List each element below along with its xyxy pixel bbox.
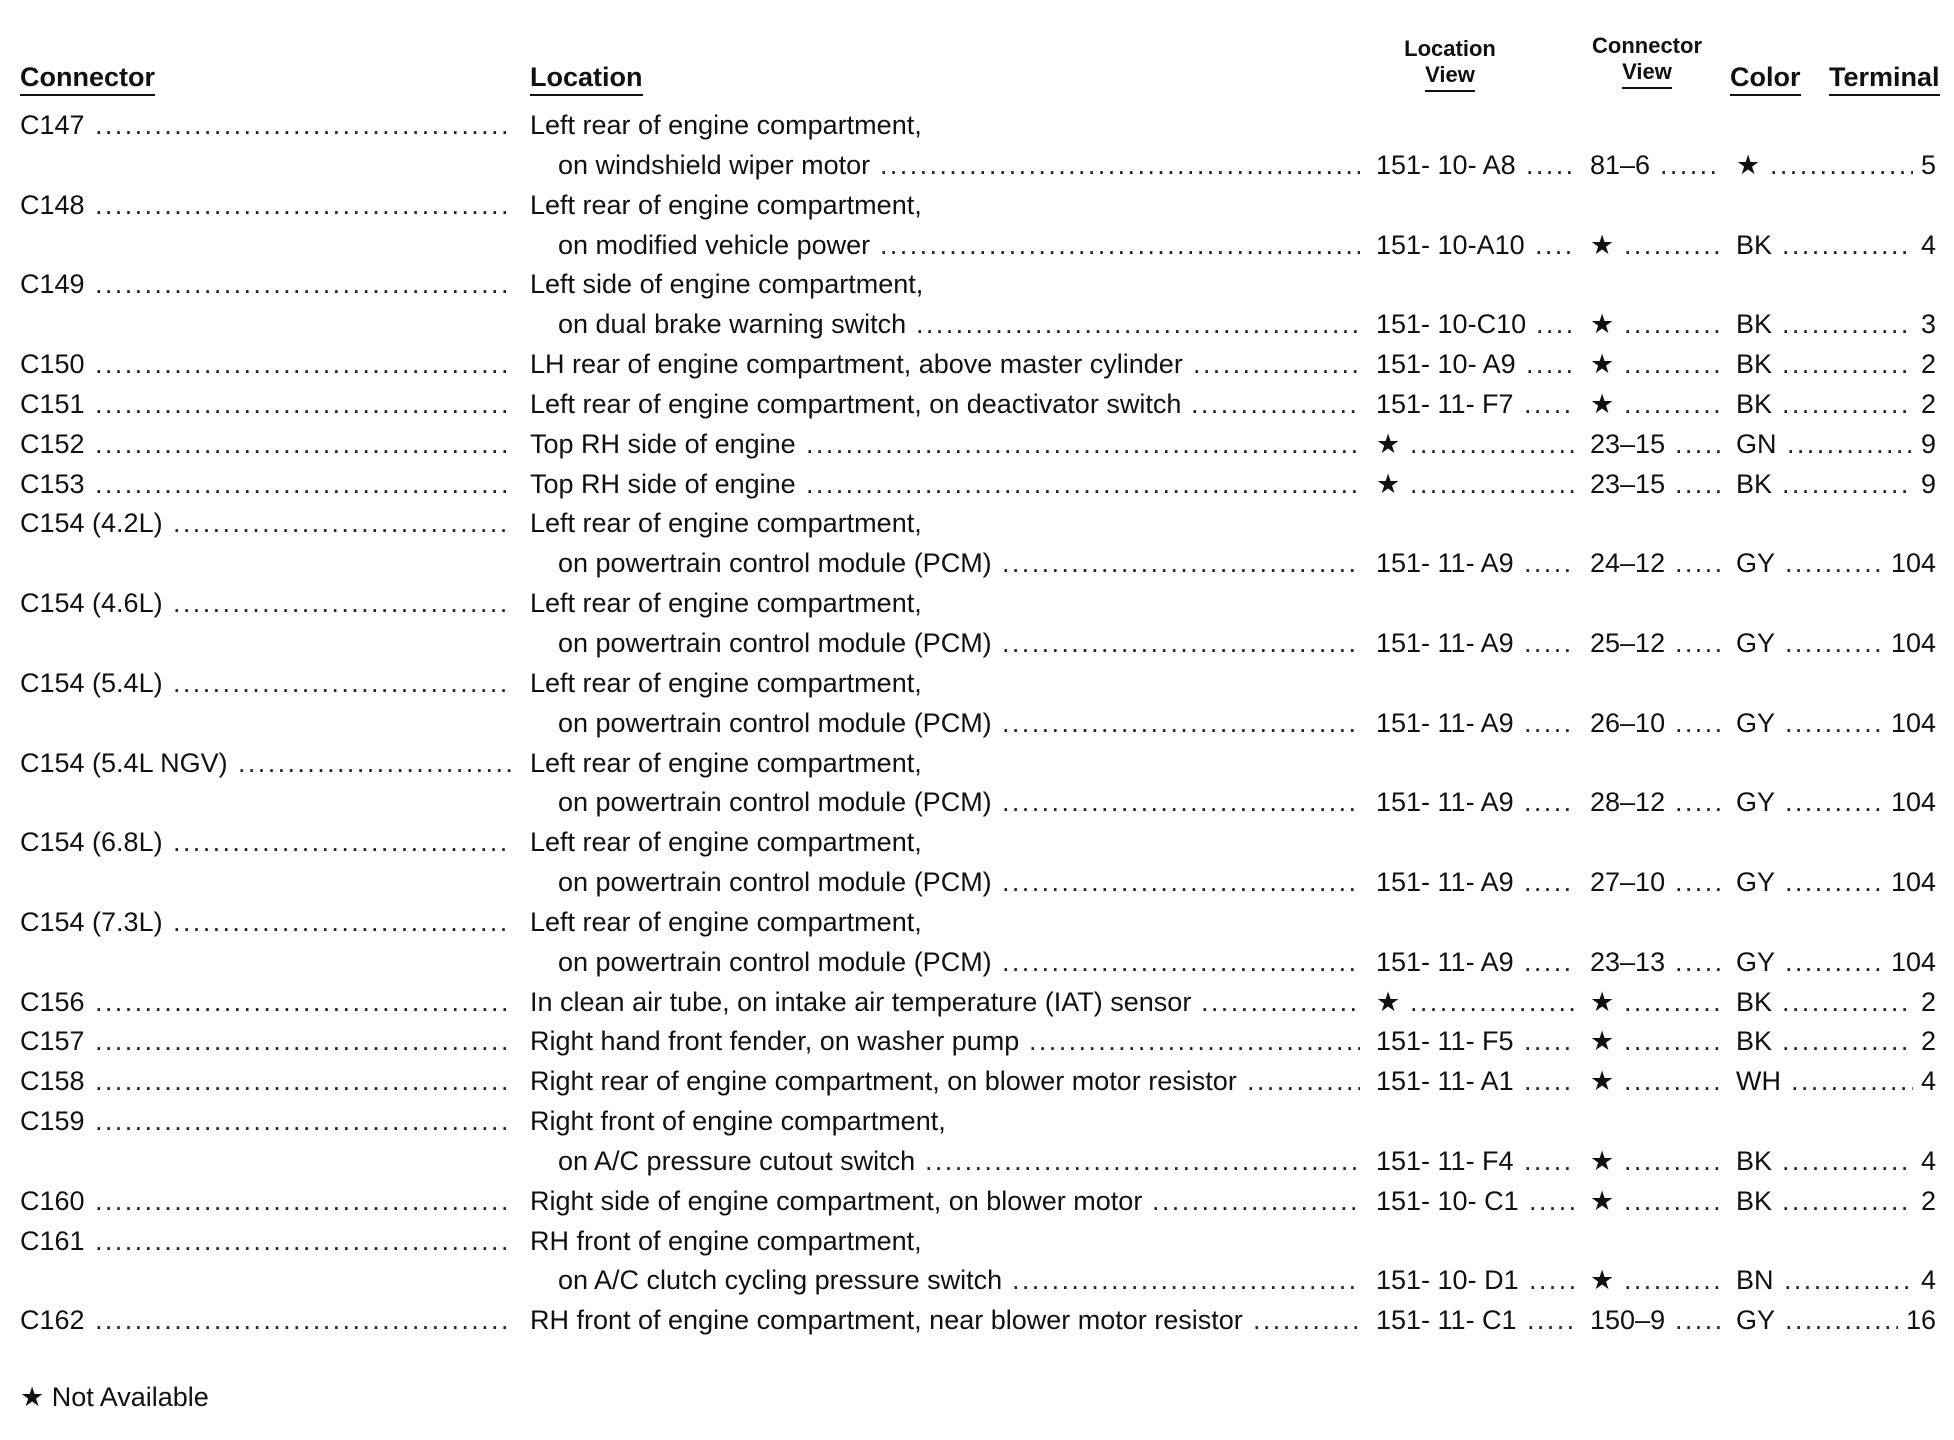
location-view: 151- 11- A9 [1376, 946, 1514, 977]
row-line-2 [0, 146, 1954, 186]
dot-leader [1002, 783, 1360, 823]
dot-leader [1002, 544, 1360, 584]
terminal-count: 2 [1920, 388, 1936, 419]
connector-id: C154 (5.4L) [20, 667, 163, 698]
location-view: 151- 10- C1 [1376, 1185, 1519, 1216]
dot-leader [1675, 783, 1720, 823]
connector-id: C149 [20, 269, 85, 300]
dot-leader [173, 903, 512, 943]
location-view: 151- 11- A9 [1376, 867, 1514, 898]
connector-view: ★ [1590, 986, 1615, 1017]
dot-leader [1002, 624, 1360, 664]
dot-leader [880, 226, 1360, 266]
row-line-1 [0, 345, 1954, 385]
table-row [0, 1301, 1954, 1341]
row-line-1 [0, 465, 1954, 505]
footnote-not-available: ★ Not Available [20, 1382, 209, 1412]
location-text: RH front of engine compartment, [530, 1225, 922, 1256]
location-text: Left rear of engine compartment, [530, 747, 922, 778]
location-text: Left rear of engine compartment, [530, 189, 922, 220]
location-text-continued: on powertrain control module (PCM) [558, 787, 992, 818]
wire-color: BN [1736, 1265, 1774, 1296]
wire-color: GY [1736, 707, 1776, 738]
dot-leader [173, 584, 512, 624]
wire-color: GY [1736, 548, 1776, 579]
terminal-count: 9 [1920, 468, 1936, 499]
dot-leader [1526, 146, 1576, 186]
dot-leader [1675, 425, 1720, 465]
dot-leader [238, 744, 512, 784]
terminal-count: 104 [1890, 946, 1936, 977]
terminal-count: 104 [1890, 548, 1936, 579]
table-row [0, 1022, 1954, 1062]
dot-leader [1002, 704, 1360, 744]
dot-leader [1201, 983, 1360, 1023]
connector-table [0, 106, 1954, 1341]
row-line-1 [0, 1062, 1954, 1102]
dot-leader [95, 345, 512, 385]
header-location: Location [530, 62, 643, 96]
row-line-1 [0, 1102, 1954, 1142]
wire-color: BK [1736, 309, 1773, 340]
dot-leader [95, 106, 512, 146]
dot-leader [1624, 385, 1720, 425]
location-text: Right front of engine compartment, [530, 1106, 946, 1137]
dot-leader [1526, 345, 1576, 385]
terminal-count: 104 [1890, 627, 1936, 658]
dot-leader [1524, 1022, 1576, 1062]
row-line-1 [0, 983, 1954, 1023]
dot-leader [1624, 305, 1720, 345]
dot-leader [1675, 624, 1720, 664]
location-view: ★ [1376, 468, 1401, 499]
location-view: 151- 10-A10 [1376, 229, 1525, 260]
row-line-2 [0, 1261, 1954, 1301]
wire-color: BK [1736, 1026, 1773, 1057]
connector-id: C147 [20, 110, 85, 140]
wire-color: BK [1736, 986, 1773, 1017]
wire-color: BK [1736, 1185, 1773, 1216]
dot-leader [1524, 943, 1576, 983]
location-text: In clean air tube, on intake air temperature (IAT) sensor [530, 986, 1192, 1017]
dot-leader [806, 465, 1360, 505]
row-line-2 [0, 226, 1954, 266]
dot-leader [95, 385, 512, 425]
header-terminal: Terminal [1829, 62, 1940, 96]
dot-leader [1660, 146, 1720, 186]
dot-leader [95, 1102, 512, 1142]
table-row [0, 385, 1954, 425]
dot-leader [95, 1062, 512, 1102]
location-view: 151- 11- A9 [1376, 627, 1514, 658]
table-row [0, 504, 1954, 584]
dot-leader [1624, 226, 1720, 266]
location-view: 151- 11- A9 [1376, 787, 1514, 818]
header-connector: Connector [20, 62, 155, 96]
dot-leader [916, 305, 1360, 345]
location-view: 151- 10- A9 [1376, 349, 1516, 380]
connector-id: C158 [20, 1066, 85, 1097]
connector-id: C154 (5.4L NGV) [20, 747, 228, 778]
dot-leader [806, 425, 1360, 465]
wire-color: GY [1736, 787, 1776, 818]
table-row [0, 744, 1954, 824]
dot-leader [95, 1222, 512, 1262]
connector-view: ★ [1590, 309, 1615, 340]
header-connector-view [1582, 33, 1712, 89]
wire-color: ★ [1736, 149, 1761, 180]
dot-leader [1535, 226, 1576, 266]
location-text: Right side of engine compartment, on blower motor [530, 1185, 1143, 1216]
dot-leader [1524, 624, 1576, 664]
dot-leader [1675, 704, 1720, 744]
row-line-1 [0, 265, 1954, 305]
connector-id: C154 (7.3L) [20, 906, 163, 937]
row-line-1 [0, 385, 1954, 425]
dot-leader [1624, 1062, 1720, 1102]
dot-leader [1524, 863, 1576, 903]
connector-id: C160 [20, 1185, 85, 1216]
location-view: ★ [1376, 428, 1401, 459]
location-text: Left rear of engine compartment, [530, 667, 922, 698]
connector-id: C156 [20, 986, 85, 1017]
wire-color: BK [1736, 468, 1773, 499]
dot-leader [173, 504, 512, 544]
table-row [0, 584, 1954, 664]
terminal-count: 104 [1890, 787, 1936, 818]
terminal-count: 3 [1920, 309, 1936, 340]
row-line-1 [0, 903, 1954, 943]
table-row [0, 106, 1954, 186]
location-view: 151- 10- D1 [1376, 1265, 1519, 1296]
dot-leader [1624, 1261, 1720, 1301]
location-text-continued: on modified vehicle power [558, 229, 871, 260]
row-line-1 [0, 744, 1954, 784]
wire-color: GY [1736, 867, 1776, 898]
location-view: 151- 10-C10 [1376, 309, 1527, 340]
table-row [0, 983, 1954, 1023]
wire-color: GY [1736, 627, 1776, 658]
terminal-count: 4 [1920, 1265, 1936, 1296]
table-row [0, 265, 1954, 345]
table-row [0, 345, 1954, 385]
connector-id: C162 [20, 1305, 85, 1336]
row-line-2 [0, 624, 1954, 664]
dot-leader [95, 1022, 512, 1062]
connector-view: ★ [1590, 1185, 1615, 1216]
row-line-2 [0, 704, 1954, 744]
location-text: Right hand front fender, on washer pump [530, 1026, 1020, 1057]
row-line-1 [0, 504, 1954, 544]
dot-leader [1524, 704, 1576, 744]
dot-leader [95, 983, 512, 1023]
dot-leader [95, 265, 512, 305]
connector-view: 27–10 [1590, 867, 1666, 898]
location-view: ★ [1376, 986, 1401, 1017]
location-text: LH rear of engine compartment, above master cylinder [530, 349, 1183, 380]
dot-leader [1624, 983, 1720, 1023]
table-row [0, 1222, 1954, 1302]
dot-leader [1002, 943, 1360, 983]
location-text: Top RH side of engine [530, 428, 796, 459]
location-text-continued: on powertrain control module (PCM) [558, 946, 992, 977]
location-text: Top RH side of engine [530, 468, 796, 499]
terminal-count: 2 [1920, 349, 1936, 380]
dot-leader [1536, 305, 1576, 345]
table-row [0, 664, 1954, 744]
terminal-count: 9 [1920, 428, 1936, 459]
location-view: 151- 10- A8 [1376, 149, 1516, 180]
location-text: Left rear of engine compartment, [530, 827, 922, 858]
connector-view: ★ [1590, 1145, 1615, 1176]
dot-leader [1529, 1182, 1576, 1222]
row-line-1 [0, 186, 1954, 226]
location-text: Left side of engine compartment, [530, 269, 924, 300]
connector-view: 23–15 [1590, 428, 1666, 459]
dot-leader [1524, 783, 1576, 823]
connector-id: C152 [20, 428, 85, 459]
dot-leader [1410, 465, 1576, 505]
location-view: 151- 11- A1 [1376, 1066, 1514, 1097]
connector-view: 24–12 [1590, 548, 1666, 579]
row-line-1 [0, 1222, 1954, 1262]
dot-leader [95, 186, 512, 226]
row-line-1 [0, 584, 1954, 624]
dot-leader [1524, 1062, 1576, 1102]
wire-color: BK [1736, 388, 1773, 419]
location-text: RH front of engine compartment, near blower motor resistor [530, 1305, 1243, 1336]
table-row [0, 903, 1954, 983]
table-row [0, 1182, 1954, 1222]
wire-color: WH [1736, 1066, 1781, 1097]
connector-view: ★ [1590, 1026, 1615, 1057]
connector-view: 81–6 [1590, 149, 1651, 180]
connector-id: C151 [20, 388, 85, 419]
dot-leader [1524, 385, 1576, 425]
row-line-1 [0, 425, 1954, 465]
connector-view: 26–10 [1590, 707, 1666, 738]
location-text: Left rear of engine compartment, on deactivator switch [530, 388, 1182, 419]
dot-leader [1524, 1142, 1576, 1182]
dot-leader [1193, 345, 1360, 385]
location-view: 151- 11- F7 [1376, 388, 1514, 419]
header-connector-view-line2: View [1622, 59, 1672, 88]
dot-leader [1675, 465, 1720, 505]
dot-leader [1410, 425, 1576, 465]
row-line-2 [0, 305, 1954, 345]
dot-leader [1675, 863, 1720, 903]
dot-leader [880, 146, 1360, 186]
row-line-2 [0, 863, 1954, 903]
connector-view: 25–12 [1590, 627, 1666, 658]
dot-leader [1410, 983, 1576, 1023]
table-row [0, 425, 1954, 465]
header-connector-view-line1: Connector [1592, 33, 1702, 58]
location-text-continued: on A/C pressure cutout switch [558, 1145, 916, 1176]
terminal-count: 2 [1920, 1026, 1936, 1057]
row-line-1 [0, 1301, 1954, 1341]
dot-leader [1624, 1182, 1720, 1222]
row-line-1 [0, 823, 1954, 863]
dot-leader [1191, 385, 1360, 425]
connector-view: ★ [1590, 388, 1615, 419]
connector-id: C154 (4.6L) [20, 588, 163, 619]
location-text: Right rear of engine compartment, on blower motor resistor [530, 1066, 1237, 1097]
location-view: 151- 11- F4 [1376, 1145, 1514, 1176]
connector-id: C150 [20, 349, 85, 380]
dot-leader [95, 425, 512, 465]
header-location-view [1390, 36, 1510, 92]
wire-color: BK [1736, 1145, 1773, 1176]
dot-leader [1012, 1261, 1360, 1301]
location-view: 151- 11- A9 [1376, 548, 1514, 579]
location-text: Left rear of engine compartment, [530, 110, 922, 140]
header-color: Color [1730, 62, 1801, 96]
location-text: Left rear of engine compartment, [530, 508, 922, 539]
location-text-continued: on powertrain control module (PCM) [558, 627, 992, 658]
wire-color: GN [1736, 428, 1777, 459]
dot-leader [1527, 1301, 1576, 1341]
location-text-continued: on powertrain control module (PCM) [558, 867, 992, 898]
dot-leader [1253, 1301, 1360, 1341]
dot-leader [1624, 1142, 1720, 1182]
dot-leader [1152, 1182, 1360, 1222]
location-view: 151- 11- F5 [1376, 1026, 1514, 1057]
dot-leader [1247, 1062, 1360, 1102]
connector-id: C148 [20, 189, 85, 220]
row-line-2 [0, 943, 1954, 983]
location-text-continued: on powertrain control module (PCM) [558, 548, 992, 579]
dot-leader [1624, 345, 1720, 385]
connector-id: C154 (4.2L) [20, 508, 163, 539]
location-text: Left rear of engine compartment, [530, 906, 922, 937]
header-location-view-line1: Location [1404, 36, 1496, 61]
dot-leader [173, 664, 512, 704]
connector-id: C159 [20, 1106, 85, 1137]
table-row [0, 186, 1954, 266]
connector-view: ★ [1590, 1066, 1615, 1097]
connector-id: C154 (6.8L) [20, 827, 163, 858]
dot-leader [925, 1142, 1360, 1182]
dot-leader [95, 1301, 512, 1341]
location-text-continued: on A/C clutch cycling pressure switch [558, 1265, 1003, 1296]
terminal-count: 2 [1920, 986, 1936, 1017]
row-line-1 [0, 1022, 1954, 1062]
location-text-continued: on powertrain control module (PCM) [558, 707, 992, 738]
location-text-continued: on dual brake warning switch [558, 309, 907, 340]
connector-view: 28–12 [1590, 787, 1666, 818]
terminal-count: 4 [1920, 1145, 1936, 1176]
location-view: 151- 11- A9 [1376, 707, 1514, 738]
dot-leader [95, 465, 512, 505]
terminal-count: 5 [1920, 149, 1936, 180]
terminal-count: 16 [1905, 1305, 1936, 1336]
dot-leader [1002, 863, 1360, 903]
row-line-2 [0, 1142, 1954, 1182]
connector-id: C157 [20, 1026, 85, 1057]
terminal-count: 2 [1920, 1185, 1936, 1216]
wire-color: BK [1736, 349, 1773, 380]
connector-view: ★ [1590, 1265, 1615, 1296]
row-line-1 [0, 664, 1954, 704]
terminal-count: 4 [1920, 1066, 1936, 1097]
table-row [0, 1102, 1954, 1182]
dot-leader [1675, 1301, 1720, 1341]
connector-view: 23–15 [1590, 468, 1666, 499]
connector-view: 150–9 [1590, 1305, 1666, 1336]
connector-id: C161 [20, 1225, 85, 1256]
connector-view: 23–13 [1590, 946, 1666, 977]
dot-leader [173, 823, 512, 863]
dot-leader [1675, 544, 1720, 584]
table-row [0, 823, 1954, 903]
location-text: Left rear of engine compartment, [530, 588, 922, 619]
dot-leader [1029, 1022, 1360, 1062]
terminal-count: 104 [1890, 867, 1936, 898]
table-row [0, 465, 1954, 505]
row-line-2 [0, 544, 1954, 584]
terminal-count: 104 [1890, 707, 1936, 738]
location-view: 151- 11- C1 [1376, 1305, 1517, 1336]
wire-color: BK [1736, 229, 1773, 260]
dot-leader [1675, 943, 1720, 983]
connector-view: ★ [1590, 349, 1615, 380]
wire-color: GY [1736, 1305, 1776, 1336]
row-line-2 [0, 783, 1954, 823]
dot-leader [1529, 1261, 1576, 1301]
dot-leader [1524, 544, 1576, 584]
connector-id: C153 [20, 468, 85, 499]
wire-color: GY [1736, 946, 1776, 977]
row-line-1 [0, 1182, 1954, 1222]
connector-view: ★ [1590, 229, 1615, 260]
dot-leader [95, 1182, 512, 1222]
terminal-count: 4 [1920, 229, 1936, 260]
location-text-continued: on windshield wiper motor [558, 149, 871, 180]
table-row [0, 1062, 1954, 1102]
dot-leader [1624, 1022, 1720, 1062]
row-line-1 [0, 106, 1954, 146]
header-location-view-line2: View [1425, 62, 1475, 91]
